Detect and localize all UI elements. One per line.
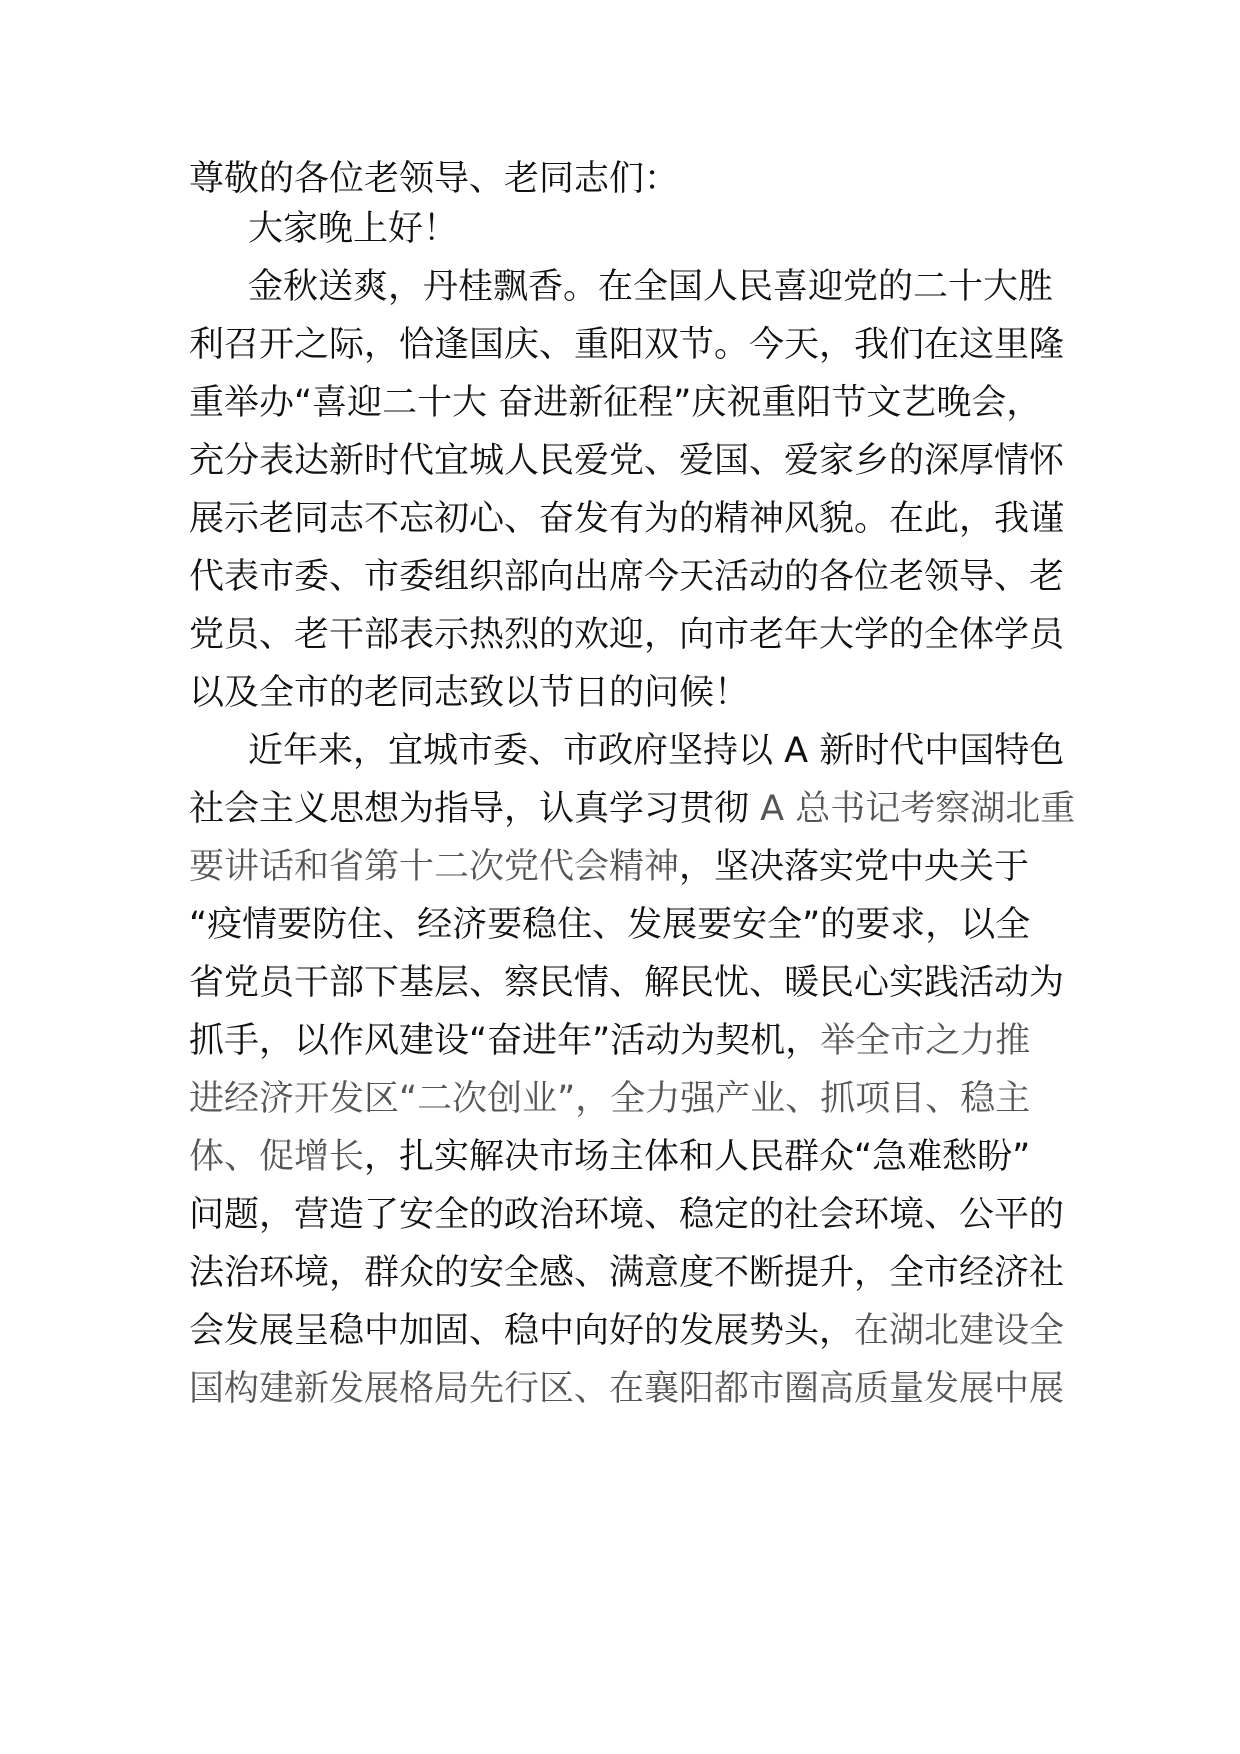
text-run: “疫情要防住、经济要稳住、发展要安全”的要求，以全 — [189, 905, 1031, 945]
text-run: ，坚决落实党中央关于 — [679, 847, 1030, 887]
text-run: 近年来，宜城市委、市政府坚持以 A 新时代中国特色 — [248, 731, 1065, 771]
highlighted-run: 在湖北建设全 — [854, 1311, 1065, 1351]
paragraph-line — [189, 784, 1076, 834]
greeting: 大家晚上好！ — [248, 209, 459, 249]
highlighted-run: 进经济开发区“二次创业”，全力强产业、抓项目、稳主 — [189, 1079, 1031, 1119]
text-run: 抓手，以作风建设“奋进年”活动为契机， — [189, 1021, 821, 1061]
paragraph-line — [189, 1190, 1069, 1240]
paragraph-line: 利召开之际，恰逢国庆、重阳双节。今天，我们在这里隆 — [189, 325, 1065, 365]
highlighted-run: 要讲话和省第十二次党代会精神 — [189, 847, 680, 887]
paragraph-line — [189, 1016, 1069, 1066]
text-run: ，扎实解决市场主体和人民群众“急难愁盼” — [364, 1137, 1031, 1177]
paragraph-line: 以及全市的老同志致以节日的问候！ — [189, 673, 750, 713]
paragraph-line — [248, 726, 1128, 776]
text-run: 社会主义思想为指导，认真学习贯彻 — [189, 789, 761, 829]
highlighted-run: A 总书记考察湖北重 — [760, 789, 1076, 829]
paragraph-line — [189, 1074, 1069, 1124]
salutation: 尊敬的各位老领导、老同志们： — [189, 159, 680, 199]
paragraph-line — [189, 1364, 1069, 1414]
highlighted-run: 举全市之力推 — [820, 1021, 1031, 1061]
paragraph-line — [189, 958, 1069, 1008]
paragraph-line — [189, 1248, 1069, 1298]
paragraph-line: 代表市委、市委组织部向出席今天活动的各位老领导、老 — [189, 557, 1065, 597]
paragraph-line: 重举办“喜迎二十大 奋进新征程”庆祝重阳节文艺晚会， — [189, 383, 1042, 423]
paragraph-line: 党员、老干部表示热烈的欢迎，向市老年大学的全体学员 — [189, 615, 1065, 655]
paragraph-line — [189, 900, 1069, 950]
highlighted-run: 国构建新发展格局先行区、在襄阳都市圈高质量发展中展 — [189, 1369, 1065, 1409]
text-run: 省党员干部下基层、察民情、解民忧、暖民心实践活动为 — [189, 963, 1065, 1003]
text-run: 法治环境，群众的安全感、满意度不断提升，全市经济社 — [189, 1253, 1065, 1293]
text-run: 问题，营造了安全的政治环境、稳定的社会环境、公平的 — [189, 1195, 1065, 1235]
paragraph-line: 金秋送爽，丹桂飘香。在全国人民喜迎党的二十大胜 — [248, 267, 1054, 307]
text-run: 会发展呈稳中加固、稳中向好的发展势头， — [189, 1311, 855, 1351]
paragraph-line — [189, 842, 1069, 892]
paragraph-line: 展示老同志不忘初心、奋发有为的精神风貌。在此，我谨 — [189, 499, 1065, 539]
paragraph-line — [189, 1306, 1069, 1356]
paragraph-line — [189, 1132, 1069, 1182]
highlighted-run: 体、促增长 — [189, 1137, 365, 1177]
paragraph-line: 充分表达新时代宜城人民爱党、爱国、爱家乡的深厚情怀 — [189, 441, 1065, 481]
